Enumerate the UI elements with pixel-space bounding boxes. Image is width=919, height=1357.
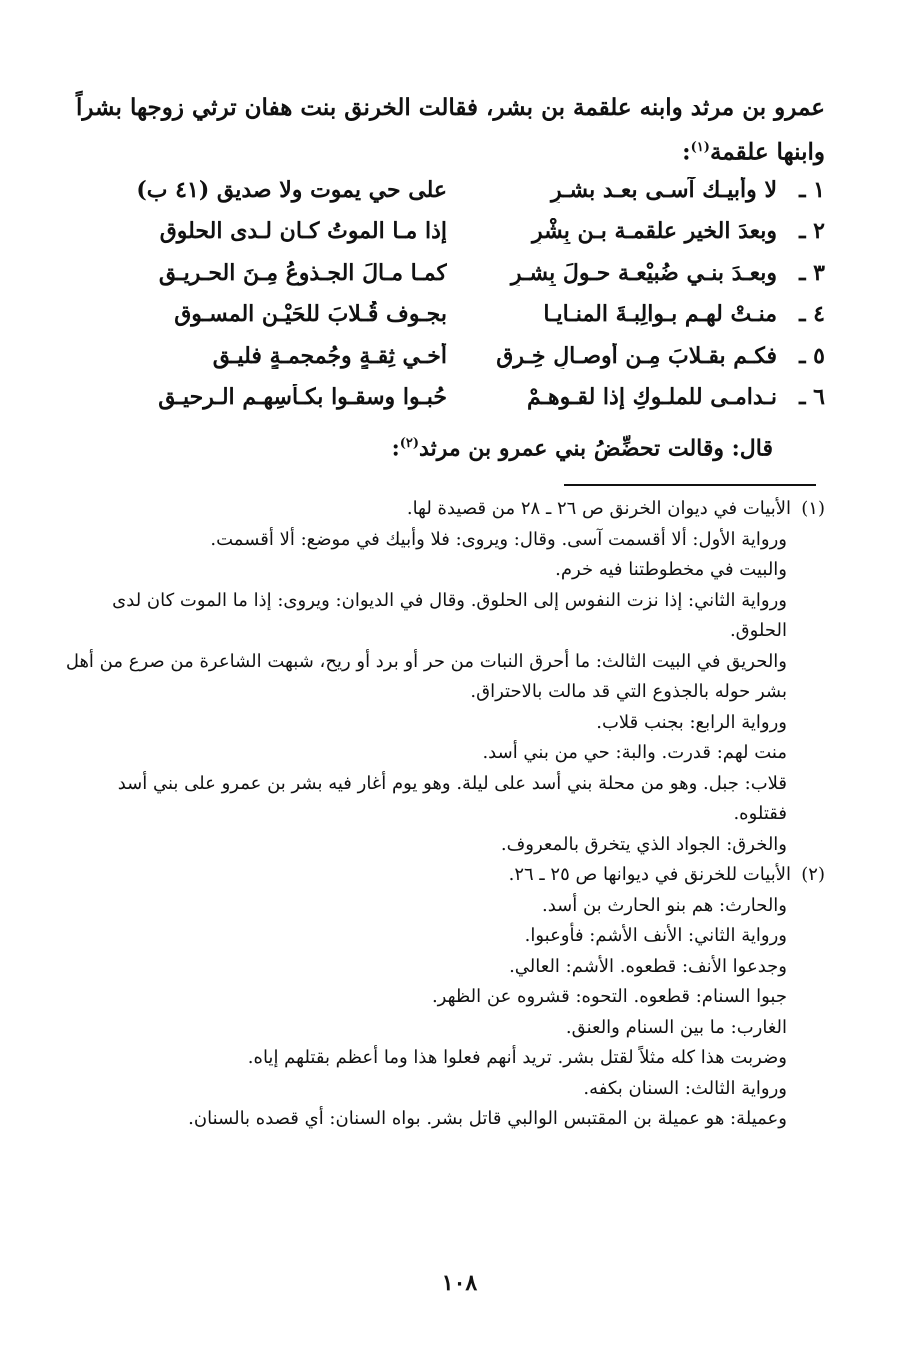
verse-first-hemistich: فكـم بقـلابَ مِـن أوصـالِ خِـرقٍ <box>496 342 777 369</box>
main-text <box>60 88 825 466</box>
verse-second-hemistich: إذا مـا الموتُ كـان لـدى الحلوقِ <box>159 218 447 245</box>
verse-second-hemistich: أخـي ثِقـةٍ وجُمجمـةٍ فليـقِ <box>212 342 447 369</box>
verse-second-hemistich: بجـوف قُـلابَ للحَيْـن المسـوقِ <box>174 301 447 328</box>
verse-number: ٦ ـ <box>799 384 825 411</box>
verse-line <box>60 177 825 219</box>
verse-line <box>60 301 825 343</box>
footnote-line: الغارب: ما بين السنام والعنق. <box>565 1016 787 1038</box>
footnote-mark: (٢) <box>801 864 825 885</box>
verse-line <box>60 260 825 302</box>
verse-intro-tail: : <box>391 434 400 461</box>
verse-number: ١ ـ <box>799 176 825 203</box>
footnote-line: والحريق في البيت الثالث: ما أحرق النبات من حر أو برد أو ريح، شبهت الشاعرة من صرع من أهل بشر حوله بالجذوع التي قد مالت بالاحتراق. <box>65 650 787 702</box>
footnote-1 <box>62 494 825 860</box>
footnote-line: جبوا السنام: قطعوه. التحوه: قشروه عن الظهر. <box>431 986 787 1007</box>
footnote-line: قلاب: جبل. وهو من محلة بني أسد على ليلة. وهو يوم أغار فيه بشر بن عمرو على بني أسد فقتلوه. <box>117 772 787 824</box>
footnote-line: ورواية الثاني: إذا نزت النفوس إلى الحلوق. وقال في الديوان: ويروى: إذا ما الموت كان لدى الحلوق. <box>112 589 787 641</box>
footnote-first-line <box>62 494 825 525</box>
footnote-line: ورواية الأول: ألا أقسمت آسى. وقال: ويروى: فلا وأبيك في موضع: ألا أقسمت. <box>210 528 787 550</box>
verse-second-hemistich: حُبـوا وسقـوا بكـأسِهـم الـرحيـقِ <box>158 384 447 411</box>
footnote-line: والخرق: الجواد الذي يتخرق بالمعروف. <box>500 833 787 855</box>
verse-intro <box>60 426 773 466</box>
verse-line <box>60 384 825 426</box>
footnote-line: وجدعوا الأنف: قطعوه. الأشم: العالي. <box>509 955 787 977</box>
verse-first-hemistich: منـتْ لهـم بـوالِبـةَ المنـايـا <box>543 301 777 328</box>
footnote-line: وعميلة: هو عميلة بن المقتبس الوالبي قاتل بشر. بواه السنان: أي قصده بالسنان. <box>188 1108 787 1129</box>
verse-line <box>60 218 825 260</box>
verse-number: ٢ ـ <box>799 218 825 245</box>
verse-first-hemistich: وبعـدَ بنـي ضُبيْعـة حـولَ بِشـرٍ <box>510 259 777 286</box>
footnote-ref-1[interactable]: (١) <box>690 140 710 155</box>
footnote-line: ورواية الرابع: بجنب قلاب. <box>596 711 787 733</box>
intro-paragraph <box>60 88 825 173</box>
verse-number: ٤ ـ <box>799 301 825 328</box>
verse-first-hemistich: لا وأبيـك آسـى بعـد بشـرٍ <box>550 176 777 203</box>
footnote-line: ورواية الثالث: السنان بكفه. <box>583 1077 787 1099</box>
verse-number: ٣ ـ <box>799 259 825 286</box>
footnote-separator <box>564 484 816 486</box>
footnote-2 <box>62 860 825 1135</box>
verse-first-hemistich: وبعدَ الخير علقمـة بـن بِشْرٍ <box>531 218 777 245</box>
footnote-first-line <box>62 860 825 891</box>
intro-tail: : <box>682 138 691 166</box>
verse-second-hemistich: على حي يموت ولا صديقِ (٤١ ب) <box>136 176 447 203</box>
footnote-text: الأبيات للخرنق في ديوانها ص ٢٥ ـ ٢٦. <box>508 864 791 885</box>
footnote-text: الأبيات في ديوان الخرنق ص ٢٦ ـ ٢٨ من قصيدة لها. <box>406 498 791 519</box>
footnote-line: والحارث: هم بنو الحارث بن أسد. <box>542 894 787 916</box>
verse-second-hemistich: كمـا مـالَ الجـذوعُ مِـنَ الحـريـقِ <box>158 259 447 286</box>
footnote-line: وضربت هذا كله مثلاً لقتل بشر. تريد أنهم فعلوا هذا وما أعظم بقتلهم إياه. <box>247 1047 787 1068</box>
footnote-mark: (١) <box>801 498 825 519</box>
verse-intro-text: قال: وقالت تحضِّضُ بني عمرو بن مرثد <box>419 434 773 461</box>
footnotes <box>62 494 825 1135</box>
poem-verses <box>60 177 825 426</box>
verse-first-hemistich: نـدامـى للملـوكِ إذا لقـوهـمْ <box>526 384 777 411</box>
footnote-line: منت لهم: قدرت. والبة: حي من بني أسد. <box>482 742 787 763</box>
footnote-ref-2[interactable]: (٢) <box>399 435 420 451</box>
intro-text: عمرو بن مرثد وابنه علقمة بن بشر، فقالت الخرنق بنت هفان ترثي زوجها بشراً وابنها علقمة <box>75 94 825 166</box>
verse-number: ٥ ـ <box>799 342 825 369</box>
footnote-line: والبيت في مخطوطتنا فيه خرم. <box>555 559 787 580</box>
page-number: ١٠٨ <box>441 1270 478 1296</box>
footnote-line: ورواية الثاني: الأنف الأشم: فأوعبوا. <box>524 925 787 946</box>
verse-line <box>60 343 825 385</box>
